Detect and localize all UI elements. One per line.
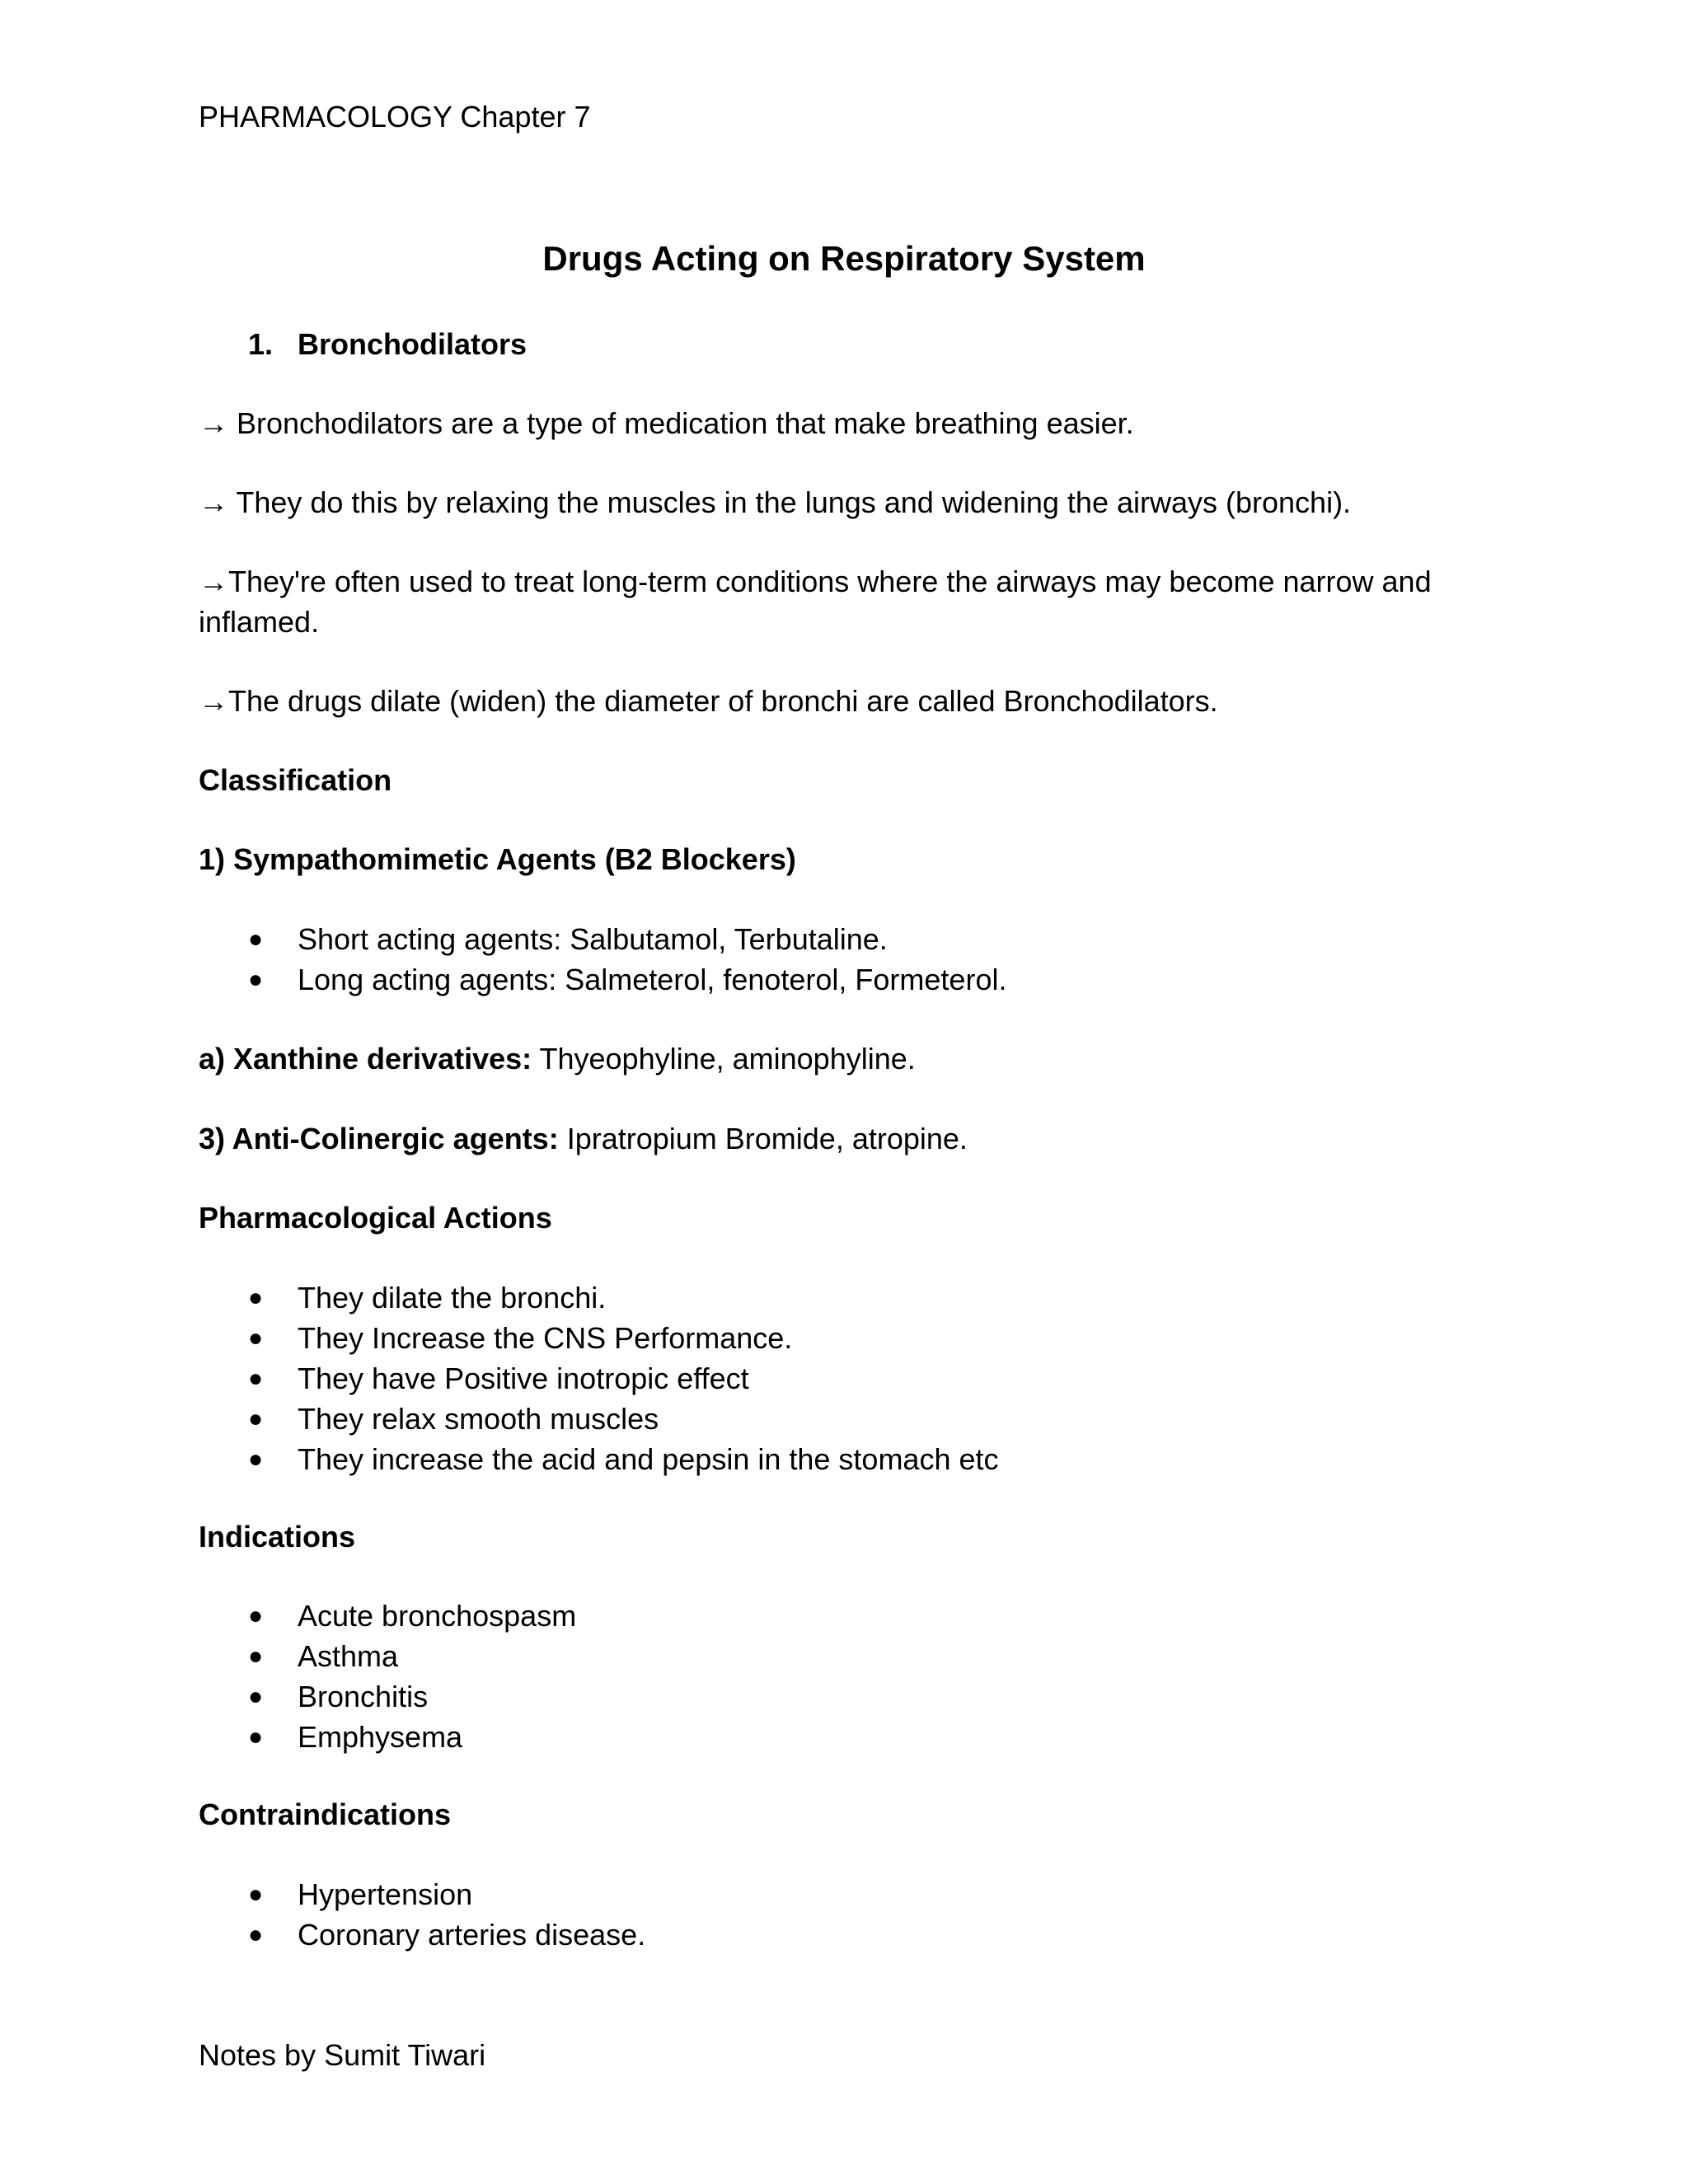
list-item [248,1717,576,1757]
heading-sympathomimetic: 1) Sympathomimetic Agents (B2 Blockers) [199,842,796,876]
section-number: 1. [248,327,274,361]
contraindications-list [248,1874,645,1955]
list-item-text: Emphysema [298,1720,463,1754]
list-item [248,1636,576,1676]
list-item-text: They dilate the bronchi. [298,1281,607,1315]
bullet-icon: ● [248,1683,264,1710]
list-item [248,1596,576,1636]
heading-pharmacological-actions: Pharmacological Actions [199,1201,552,1235]
heading-indications: Indications [199,1520,356,1554]
list-item-text: Asthma [298,1639,399,1673]
list-item [248,1399,999,1439]
list-item [248,1676,576,1717]
paragraph-mechanism: → They do this by relaxing the muscles in the lungs and widening the airways (bronchi). [199,485,1352,519]
paragraph-dilate: →The drugs dilate (widen) the diameter of bronchi are called Bronchodilators. [199,684,1218,718]
list-item [248,1439,999,1479]
bullet-icon: ● [248,1881,264,1908]
bullet-icon: ● [248,966,264,993]
page-header: PHARMACOLOGY Chapter 7 [199,100,591,134]
anticholinergic-label: 3) Anti-Colinergic agents: [199,1122,559,1155]
list-item [248,1277,999,1318]
heading-classification: Classification [199,763,392,797]
list-item-text: They Increase the CNS Performance. [298,1321,793,1355]
list-item-text: Short acting agents: Salbutamol, Terbutaline. [298,922,888,956]
list-item [248,959,1006,1000]
bullet-icon: ● [248,1643,264,1670]
list-item-text: Bronchitis [298,1680,429,1713]
page-title: Drugs Acting on Respiratory System [542,239,1146,278]
bullet-icon: ● [248,1446,264,1473]
indications-list [248,1596,576,1757]
xanthine-line [199,1038,916,1079]
bullet-icon: ● [248,1723,264,1750]
pharmacological-actions-list [248,1277,999,1479]
xanthine-label: a) Xanthine derivatives: [199,1042,532,1076]
xanthine-text: Thyeophyline, aminophyline. [532,1042,916,1076]
list-item [248,1318,999,1358]
list-item [248,1874,645,1915]
list-item-text: They have Positive inotropic effect [298,1361,749,1395]
list-item-text: Coronary arteries disease. [298,1918,646,1952]
sympathomimetic-list [248,919,1006,1000]
list-item-text: Acute bronchospasm [298,1599,577,1633]
bullet-icon: ● [248,1602,264,1629]
list-item-text: Long acting agents: Salmeterol, fenoterol, Formeterol. [298,963,1007,996]
bullet-icon: ● [248,1284,264,1311]
bullet-icon: ● [248,926,264,953]
list-item [248,1358,999,1399]
list-item [248,1915,645,1955]
heading-contraindications: Contraindications [199,1797,452,1831]
anticholinergic-line [199,1118,968,1159]
page-footer: Notes by Sumit Tiwari [199,2038,486,2072]
list-item-text: They relax smooth muscles [298,1402,659,1436]
paragraph-usage: →They're often used to treat long-term conditions where the airways may become narrow and inflamed. [199,565,1432,639]
list-item-text: Hypertension [298,1877,473,1911]
list-item [248,919,1006,959]
section-heading-text: Bronchodilators [298,327,528,361]
bullet-icon: ● [248,1921,264,1948]
section-heading-bronchodilators [248,324,527,364]
bullet-icon: ● [248,1365,264,1392]
bullet-icon: ● [248,1324,264,1352]
list-item-text: They increase the acid and pepsin in the stomach etc [298,1442,999,1476]
paragraph-definition: → Bronchodilators are a type of medication that make breathing easier. [199,406,1134,440]
anticholinergic-text: Ipratropium Bromide, atropine. [558,1122,968,1155]
bullet-icon: ● [248,1405,264,1432]
